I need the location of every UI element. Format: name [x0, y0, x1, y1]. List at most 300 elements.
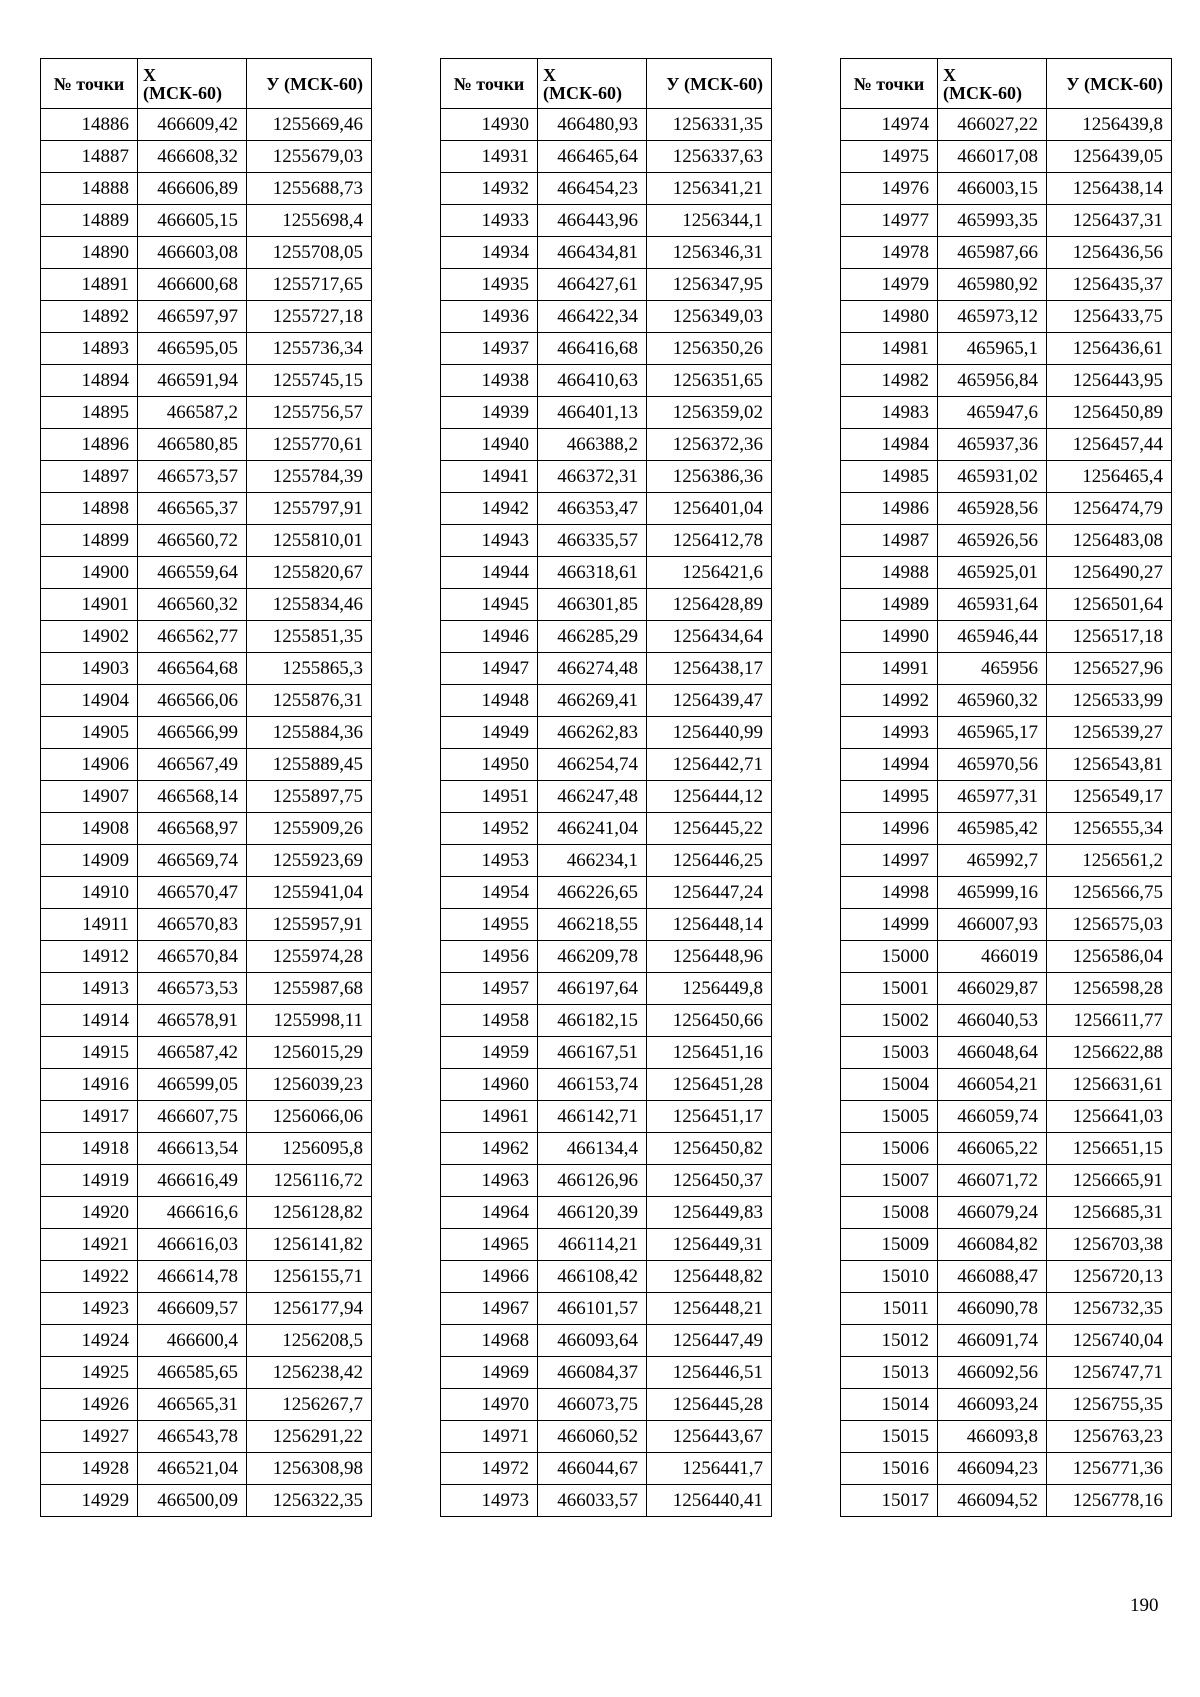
cell-x-coordinate: 466416,68	[538, 333, 647, 365]
cell-y-coordinate: 1256331,35	[647, 109, 772, 141]
cell-x-coordinate: 466560,32	[138, 589, 247, 621]
cell-x-coordinate: 466606,89	[138, 173, 247, 205]
table-row	[441, 845, 772, 877]
cell-y-coordinate: 1256372,36	[647, 429, 772, 461]
cell-point-number: 14959	[441, 1037, 538, 1069]
cell-y-coordinate: 1256771,36	[1047, 1453, 1172, 1485]
cell-point-number: 14986	[841, 493, 938, 525]
cell-point-number: 14998	[841, 877, 938, 909]
cell-x-coordinate: 466241,04	[538, 813, 647, 845]
cell-y-coordinate: 1256238,42	[247, 1357, 372, 1389]
table-row	[41, 1261, 372, 1293]
cell-point-number: 14999	[841, 909, 938, 941]
table-row	[41, 1293, 372, 1325]
cell-y-coordinate: 1256450,37	[647, 1165, 772, 1197]
cell-x-coordinate: 466562,77	[138, 621, 247, 653]
cell-point-number: 15008	[841, 1197, 938, 1229]
cell-y-coordinate: 1256141,82	[247, 1229, 372, 1261]
cell-point-number: 14891	[41, 269, 138, 301]
table-row	[41, 813, 372, 845]
cell-x-coordinate: 466500,09	[138, 1485, 247, 1517]
cell-point-number: 14973	[441, 1485, 538, 1517]
table-row	[841, 1069, 1172, 1101]
table-row	[41, 429, 372, 461]
cell-point-number: 14910	[41, 877, 138, 909]
cell-x-coordinate: 466092,56	[938, 1357, 1047, 1389]
table-row	[41, 109, 372, 141]
table-row	[441, 1357, 772, 1389]
cell-x-coordinate: 466335,57	[538, 525, 647, 557]
cell-point-number: 14943	[441, 525, 538, 557]
cell-x-coordinate: 466616,6	[138, 1197, 247, 1229]
cell-y-coordinate: 1256575,03	[1047, 909, 1172, 941]
table-row	[441, 429, 772, 461]
cell-x-coordinate: 466585,65	[138, 1357, 247, 1389]
cell-point-number: 14982	[841, 365, 938, 397]
table-row	[841, 1037, 1172, 1069]
cell-x-coordinate: 466568,97	[138, 813, 247, 845]
cell-y-coordinate: 1256443,67	[647, 1421, 772, 1453]
table-row	[41, 333, 372, 365]
table-row	[841, 525, 1172, 557]
cell-point-number: 14979	[841, 269, 938, 301]
cell-point-number: 14991	[841, 653, 938, 685]
cell-point-number: 14897	[41, 461, 138, 493]
cell-point-number: 14917	[41, 1101, 138, 1133]
cell-point-number: 14945	[441, 589, 538, 621]
cell-point-number: 15006	[841, 1133, 938, 1165]
table-row	[41, 973, 372, 1005]
cell-x-coordinate: 466090,78	[938, 1293, 1047, 1325]
cell-point-number: 14890	[41, 237, 138, 269]
cell-x-coordinate: 465946,44	[938, 621, 1047, 653]
cell-y-coordinate: 1256449,83	[647, 1197, 772, 1229]
header-y-coordinate: У (МСК-60)	[647, 59, 772, 109]
cell-y-coordinate: 1256763,23	[1047, 1421, 1172, 1453]
cell-x-coordinate: 465992,7	[938, 845, 1047, 877]
cell-x-coordinate: 466065,22	[938, 1133, 1047, 1165]
cell-x-coordinate: 466578,91	[138, 1005, 247, 1037]
cell-y-coordinate: 1256450,82	[647, 1133, 772, 1165]
cell-y-coordinate: 1256155,71	[247, 1261, 372, 1293]
cell-x-coordinate: 466029,87	[938, 973, 1047, 1005]
table-row	[441, 621, 772, 653]
table-row	[841, 141, 1172, 173]
table-row	[41, 1005, 372, 1037]
cell-point-number: 15015	[841, 1421, 938, 1453]
cell-point-number: 15016	[841, 1453, 938, 1485]
cell-x-coordinate: 465985,42	[938, 813, 1047, 845]
cell-y-coordinate: 1255679,03	[247, 141, 372, 173]
cell-point-number: 14909	[41, 845, 138, 877]
cell-y-coordinate: 1256703,38	[1047, 1229, 1172, 1261]
cell-x-coordinate: 466480,93	[538, 109, 647, 141]
cell-point-number: 14919	[41, 1165, 138, 1197]
cell-point-number: 14989	[841, 589, 938, 621]
cell-y-coordinate: 1256015,29	[247, 1037, 372, 1069]
cell-y-coordinate: 1256440,41	[647, 1485, 772, 1517]
cell-point-number: 14939	[441, 397, 538, 429]
table-row	[841, 461, 1172, 493]
table-row	[441, 909, 772, 941]
cell-x-coordinate: 465926,56	[938, 525, 1047, 557]
cell-y-coordinate: 1256446,25	[647, 845, 772, 877]
cell-x-coordinate: 466401,13	[538, 397, 647, 429]
table-header-row	[41, 59, 372, 109]
cell-y-coordinate: 1256177,94	[247, 1293, 372, 1325]
cell-y-coordinate: 1256631,61	[1047, 1069, 1172, 1101]
table-row	[841, 653, 1172, 685]
cell-x-coordinate: 466591,94	[138, 365, 247, 397]
table-row	[41, 269, 372, 301]
cell-x-coordinate: 466573,57	[138, 461, 247, 493]
cell-x-coordinate: 465960,32	[938, 685, 1047, 717]
table-row	[841, 173, 1172, 205]
cell-y-coordinate: 1256740,04	[1047, 1325, 1172, 1357]
cell-point-number: 14888	[41, 173, 138, 205]
cell-x-coordinate: 466247,48	[538, 781, 647, 813]
cell-y-coordinate: 1256549,17	[1047, 781, 1172, 813]
cell-y-coordinate: 1256641,03	[1047, 1101, 1172, 1133]
cell-x-coordinate: 466093,24	[938, 1389, 1047, 1421]
cell-point-number: 14937	[441, 333, 538, 365]
cell-point-number: 14904	[41, 685, 138, 717]
table-row	[41, 1229, 372, 1261]
table-row	[841, 1357, 1172, 1389]
cell-point-number: 15010	[841, 1261, 938, 1293]
cell-x-coordinate: 466040,53	[938, 1005, 1047, 1037]
cell-x-coordinate: 466071,72	[938, 1165, 1047, 1197]
cell-x-coordinate: 465956	[938, 653, 1047, 685]
cell-point-number: 14921	[41, 1229, 138, 1261]
cell-point-number: 15002	[841, 1005, 938, 1037]
cell-y-coordinate: 1256350,26	[647, 333, 772, 365]
cell-x-coordinate: 466059,74	[938, 1101, 1047, 1133]
cell-y-coordinate: 1256447,24	[647, 877, 772, 909]
cell-x-coordinate: 465965,17	[938, 717, 1047, 749]
table-row	[441, 877, 772, 909]
cell-x-coordinate: 466101,57	[538, 1293, 647, 1325]
table-row	[41, 653, 372, 685]
cell-point-number: 15007	[841, 1165, 938, 1197]
cell-point-number: 14918	[41, 1133, 138, 1165]
cell-x-coordinate: 466566,06	[138, 685, 247, 717]
cell-y-coordinate: 1255884,36	[247, 717, 372, 749]
table-row	[441, 1037, 772, 1069]
cell-point-number: 14972	[441, 1453, 538, 1485]
table-row	[441, 461, 772, 493]
table-row	[841, 621, 1172, 653]
cell-y-coordinate: 1255909,26	[247, 813, 372, 845]
cell-point-number: 14969	[441, 1357, 538, 1389]
cell-point-number: 14976	[841, 173, 938, 205]
cell-y-coordinate: 1256465,4	[1047, 461, 1172, 493]
cell-y-coordinate: 1256778,16	[1047, 1485, 1172, 1517]
cell-point-number: 14952	[441, 813, 538, 845]
table-row	[41, 1165, 372, 1197]
cell-y-coordinate: 1256441,7	[647, 1453, 772, 1485]
table-row	[41, 397, 372, 429]
table-row	[41, 749, 372, 781]
cell-x-coordinate: 466218,55	[538, 909, 647, 941]
cell-x-coordinate: 466410,63	[538, 365, 647, 397]
cell-y-coordinate: 1256449,31	[647, 1229, 772, 1261]
cell-y-coordinate: 1256483,08	[1047, 525, 1172, 557]
cell-y-coordinate: 1256720,13	[1047, 1261, 1172, 1293]
cell-y-coordinate: 1256439,8	[1047, 109, 1172, 141]
table-row	[41, 909, 372, 941]
cell-x-coordinate: 466007,93	[938, 909, 1047, 941]
table-row	[41, 589, 372, 621]
table-row	[441, 1197, 772, 1229]
table-row	[41, 717, 372, 749]
cell-y-coordinate: 1256116,72	[247, 1165, 372, 1197]
cell-x-coordinate: 465928,56	[938, 493, 1047, 525]
cell-y-coordinate: 1256543,81	[1047, 749, 1172, 781]
cell-x-coordinate: 466613,54	[138, 1133, 247, 1165]
cell-x-coordinate: 466093,64	[538, 1325, 647, 1357]
cell-y-coordinate: 1256555,34	[1047, 813, 1172, 845]
cell-x-coordinate: 466608,32	[138, 141, 247, 173]
cell-point-number: 14923	[41, 1293, 138, 1325]
cell-point-number: 14990	[841, 621, 938, 653]
table-row	[441, 365, 772, 397]
cell-point-number: 14905	[41, 717, 138, 749]
table-row	[41, 621, 372, 653]
cell-point-number: 14935	[441, 269, 538, 301]
cell-x-coordinate: 465931,64	[938, 589, 1047, 621]
cell-y-coordinate: 1256440,99	[647, 717, 772, 749]
cell-x-coordinate: 466044,67	[538, 1453, 647, 1485]
cell-point-number: 14967	[441, 1293, 538, 1325]
cell-y-coordinate: 1256436,61	[1047, 333, 1172, 365]
cell-x-coordinate: 466605,15	[138, 205, 247, 237]
cell-y-coordinate: 1256439,47	[647, 685, 772, 717]
cell-x-coordinate: 466167,51	[538, 1037, 647, 1069]
table-row	[841, 1197, 1172, 1229]
table-row	[441, 813, 772, 845]
table-row	[841, 109, 1172, 141]
cell-x-coordinate: 466443,96	[538, 205, 647, 237]
cell-point-number: 14984	[841, 429, 938, 461]
cell-point-number: 14981	[841, 333, 938, 365]
cell-y-coordinate: 1256412,78	[647, 525, 772, 557]
cell-point-number: 15000	[841, 941, 938, 973]
cell-x-coordinate: 466153,74	[538, 1069, 647, 1101]
cell-y-coordinate: 1255745,15	[247, 365, 372, 397]
cell-point-number: 14994	[841, 749, 938, 781]
cell-x-coordinate: 466564,68	[138, 653, 247, 685]
cell-x-coordinate: 466254,74	[538, 749, 647, 781]
cell-x-coordinate: 465931,02	[938, 461, 1047, 493]
table-row	[441, 109, 772, 141]
cell-y-coordinate: 1255834,46	[247, 589, 372, 621]
header-x-coordinate: X (МСК-60)	[938, 59, 1047, 109]
cell-x-coordinate: 466182,15	[538, 1005, 647, 1037]
cell-point-number: 14906	[41, 749, 138, 781]
cell-y-coordinate: 1255698,4	[247, 205, 372, 237]
cell-point-number: 14912	[41, 941, 138, 973]
cell-point-number: 14886	[41, 109, 138, 141]
cell-y-coordinate: 1255708,05	[247, 237, 372, 269]
header-x-coordinate: X (МСК-60)	[538, 59, 647, 109]
cell-x-coordinate: 465999,16	[938, 877, 1047, 909]
table-row	[841, 717, 1172, 749]
cell-y-coordinate: 1256474,79	[1047, 493, 1172, 525]
cell-x-coordinate: 466454,23	[538, 173, 647, 205]
cell-x-coordinate: 466388,2	[538, 429, 647, 461]
cell-y-coordinate: 1255897,75	[247, 781, 372, 813]
cell-point-number: 14987	[841, 525, 938, 557]
table-row	[41, 493, 372, 525]
cell-point-number: 14914	[41, 1005, 138, 1037]
cell-y-coordinate: 1256501,64	[1047, 589, 1172, 621]
header-y-coordinate: У (МСК-60)	[247, 59, 372, 109]
cell-point-number: 14974	[841, 109, 938, 141]
table-row	[841, 973, 1172, 1005]
cell-y-coordinate: 1256386,36	[647, 461, 772, 493]
cell-x-coordinate: 466427,61	[538, 269, 647, 301]
cell-x-coordinate: 466079,24	[938, 1197, 1047, 1229]
cell-y-coordinate: 1256444,12	[647, 781, 772, 813]
table-row	[841, 365, 1172, 397]
cell-x-coordinate: 466262,83	[538, 717, 647, 749]
cell-y-coordinate: 1256344,1	[647, 205, 772, 237]
cell-y-coordinate: 1256566,75	[1047, 877, 1172, 909]
cell-x-coordinate: 466094,52	[938, 1485, 1047, 1517]
cell-x-coordinate: 466142,71	[538, 1101, 647, 1133]
table-row	[841, 1229, 1172, 1261]
cell-x-coordinate: 466570,47	[138, 877, 247, 909]
cell-y-coordinate: 1256039,23	[247, 1069, 372, 1101]
cell-y-coordinate: 1255717,65	[247, 269, 372, 301]
cell-point-number: 14958	[441, 1005, 538, 1037]
cell-y-coordinate: 1255957,91	[247, 909, 372, 941]
table-row	[41, 1485, 372, 1517]
cell-x-coordinate: 466091,74	[938, 1325, 1047, 1357]
cell-point-number: 14899	[41, 525, 138, 557]
cell-y-coordinate: 1256438,14	[1047, 173, 1172, 205]
cell-x-coordinate: 466060,52	[538, 1421, 647, 1453]
cell-x-coordinate: 466600,68	[138, 269, 247, 301]
cell-x-coordinate: 466543,78	[138, 1421, 247, 1453]
cell-point-number: 14977	[841, 205, 938, 237]
cell-x-coordinate: 465993,35	[938, 205, 1047, 237]
table-row	[441, 1101, 772, 1133]
cell-y-coordinate: 1256341,21	[647, 173, 772, 205]
cell-x-coordinate: 466084,37	[538, 1357, 647, 1389]
table-row	[841, 1101, 1172, 1133]
cell-x-coordinate: 466570,84	[138, 941, 247, 973]
cell-y-coordinate: 1256439,05	[1047, 141, 1172, 173]
cell-y-coordinate: 1255669,46	[247, 109, 372, 141]
cell-point-number: 14946	[441, 621, 538, 653]
cell-x-coordinate: 466372,31	[538, 461, 647, 493]
cell-x-coordinate: 466580,85	[138, 429, 247, 461]
table-row	[441, 141, 772, 173]
cell-x-coordinate: 466595,05	[138, 333, 247, 365]
cell-y-coordinate: 1256449,8	[647, 973, 772, 1005]
cell-y-coordinate: 1256533,99	[1047, 685, 1172, 717]
cell-point-number: 14975	[841, 141, 938, 173]
cell-point-number: 14971	[441, 1421, 538, 1453]
cell-x-coordinate: 466422,34	[538, 301, 647, 333]
cell-x-coordinate: 466088,47	[938, 1261, 1047, 1293]
table-row	[841, 1165, 1172, 1197]
cell-point-number: 14957	[441, 973, 538, 1005]
cell-y-coordinate: 1256450,66	[647, 1005, 772, 1037]
cell-point-number: 14980	[841, 301, 938, 333]
header-y-coordinate: У (МСК-60)	[1047, 59, 1172, 109]
cell-x-coordinate: 466600,4	[138, 1325, 247, 1357]
cell-x-coordinate: 466565,31	[138, 1389, 247, 1421]
table-row	[441, 1069, 772, 1101]
table-row	[41, 1453, 372, 1485]
cell-point-number: 14954	[441, 877, 538, 909]
table-row	[841, 941, 1172, 973]
table-row	[841, 1293, 1172, 1325]
cell-point-number: 15014	[841, 1389, 938, 1421]
cell-y-coordinate: 1256539,27	[1047, 717, 1172, 749]
cell-x-coordinate: 466570,83	[138, 909, 247, 941]
cell-y-coordinate: 1255987,68	[247, 973, 372, 1005]
cell-point-number: 14944	[441, 557, 538, 589]
cell-point-number: 15009	[841, 1229, 938, 1261]
table-row	[41, 237, 372, 269]
cell-point-number: 14894	[41, 365, 138, 397]
cell-point-number: 15005	[841, 1101, 938, 1133]
cell-y-coordinate: 1256421,6	[647, 557, 772, 589]
cell-y-coordinate: 1256611,77	[1047, 1005, 1172, 1037]
cell-y-coordinate: 1256308,98	[247, 1453, 372, 1485]
table-row	[841, 813, 1172, 845]
cell-point-number: 14960	[441, 1069, 538, 1101]
cell-x-coordinate: 466017,08	[938, 141, 1047, 173]
cell-point-number: 14915	[41, 1037, 138, 1069]
cell-x-coordinate: 466614,78	[138, 1261, 247, 1293]
cell-x-coordinate: 466609,57	[138, 1293, 247, 1325]
cell-point-number: 14949	[441, 717, 538, 749]
table-row	[841, 1325, 1172, 1357]
cell-x-coordinate: 466197,64	[538, 973, 647, 1005]
table-row	[441, 781, 772, 813]
table-row	[441, 333, 772, 365]
cell-point-number: 15001	[841, 973, 938, 1005]
cell-point-number: 14922	[41, 1261, 138, 1293]
cell-y-coordinate: 1256448,21	[647, 1293, 772, 1325]
cell-y-coordinate: 1256685,31	[1047, 1197, 1172, 1229]
cell-point-number: 15003	[841, 1037, 938, 1069]
cell-y-coordinate: 1256267,7	[247, 1389, 372, 1421]
cell-y-coordinate: 1255727,18	[247, 301, 372, 333]
cell-point-number: 14907	[41, 781, 138, 813]
cell-x-coordinate: 466568,14	[138, 781, 247, 813]
cell-x-coordinate: 465965,1	[938, 333, 1047, 365]
cell-point-number: 14961	[441, 1101, 538, 1133]
table-row	[441, 1325, 772, 1357]
cell-point-number: 14898	[41, 493, 138, 525]
table-row	[841, 301, 1172, 333]
table-row	[441, 1261, 772, 1293]
table-row	[841, 269, 1172, 301]
cell-y-coordinate: 1256622,88	[1047, 1037, 1172, 1069]
table-row	[841, 557, 1172, 589]
cell-x-coordinate: 466567,49	[138, 749, 247, 781]
cell-point-number: 14913	[41, 973, 138, 1005]
table-row	[441, 557, 772, 589]
table-row	[441, 1229, 772, 1261]
cell-point-number: 14978	[841, 237, 938, 269]
